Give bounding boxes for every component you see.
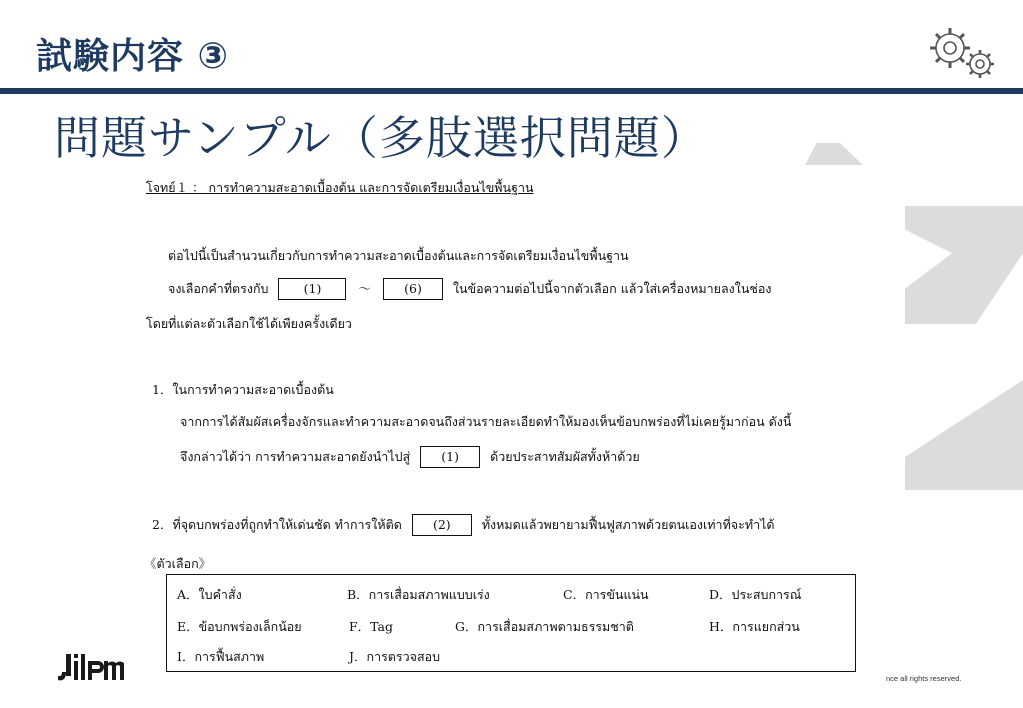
choice-item: E．ข้อบกพร่องเล็กน้อย: [177, 619, 302, 634]
intro-suffix: ในข้อความต่อไปนี้จากตัวเลือก แล้วใส่เครื่องหมายลงในช่อง: [452, 280, 772, 296]
intro-instruction: [168, 278, 771, 300]
background-decoration: [905, 380, 1023, 490]
choice-item: H．การแยกส่วน: [709, 619, 800, 634]
choice-item: I．การฟื้นสภาพ: [177, 649, 265, 664]
choice-item: J．การตรวจสอบ: [349, 649, 441, 664]
question-item-text: จากการได้สัมผัสเครื่องจักรและทำความสะอาดจนถึงส่วนรายละเอียดทำให้มองเห็นข้อบกพร่องที่ไม่เคยรู้มาก่อน ดังนี้: [180, 414, 792, 429]
answer-blank: (2): [412, 514, 472, 536]
question-heading: โจทย์１ ： การทำความสะอาดเบื้องต้น และการจัดเตรียมเงื่อนไขพื้นฐาน: [146, 180, 534, 195]
slide-subtitle: 問題サンプル（多肢選択問題）: [54, 111, 708, 165]
background-decoration: [905, 206, 1023, 324]
header-divider: [0, 88, 1023, 94]
choice-item: D．ประสบการณ์: [709, 587, 802, 602]
choice-item: G．การเสื่อมสภาพตามธรรมชาติ: [455, 619, 634, 634]
question-item-text: [152, 514, 775, 536]
intro-prefix: จงเลือกคำที่ตรงกับ: [168, 280, 269, 296]
copyright-text: nce all rights reserved.: [886, 674, 962, 683]
sample-question-document: [134, 168, 914, 688]
jilpt-logo: [58, 650, 128, 684]
item-prefix: 2．ที่จุดบกพร่องที่ถูกทำให้เด่นชัด ทำการให้ติด: [152, 516, 402, 532]
choice-item: A．ใบคำสั่ง: [177, 587, 242, 602]
question-item-text: [180, 446, 640, 468]
gears-icon: [922, 20, 1000, 82]
question-item-heading: 1．ในการทำความสะอาดเบื้องต้น: [152, 382, 334, 397]
choice-item: B．การเสื่อมสภาพแบบเร่ง: [347, 587, 490, 602]
range-separator: ～: [358, 280, 371, 296]
slide-header-title: 試験内容 ③: [36, 36, 230, 77]
choice-item: C．การขันแน่น: [563, 587, 649, 602]
item-suffix: ด้วยประสาทสัมผัสทั้งห้าด้วย: [490, 448, 640, 464]
answer-blank: (1): [278, 278, 346, 300]
intro-text: ต่อไปนี้เป็นสำนวนเกี่ยวกับการทำความสะอาดเบื้องต้นและการจัดเตรียมเงื่อนไขพื้นฐาน: [168, 248, 629, 263]
choices-box: [166, 574, 856, 672]
item-suffix: ทั้งหมดแล้วพยายามฟื้นฟูสภาพด้วยตนเองเท่าที่จะทำได้: [481, 516, 775, 532]
answer-blank: (1): [420, 446, 480, 468]
answer-blank: (6): [383, 278, 443, 300]
choice-item: F．Tag: [349, 619, 393, 634]
item-prefix: จึงกล่าวได้ว่า การทำความสะอาดยังนำไปสู่: [180, 448, 411, 464]
choices-label: 《ตัวเลือก》: [144, 556, 212, 571]
background-decoration: [805, 143, 863, 165]
intro-note: โดยที่แต่ละตัวเลือกใช้ได้เพียงครั้งเดียว: [146, 316, 352, 331]
